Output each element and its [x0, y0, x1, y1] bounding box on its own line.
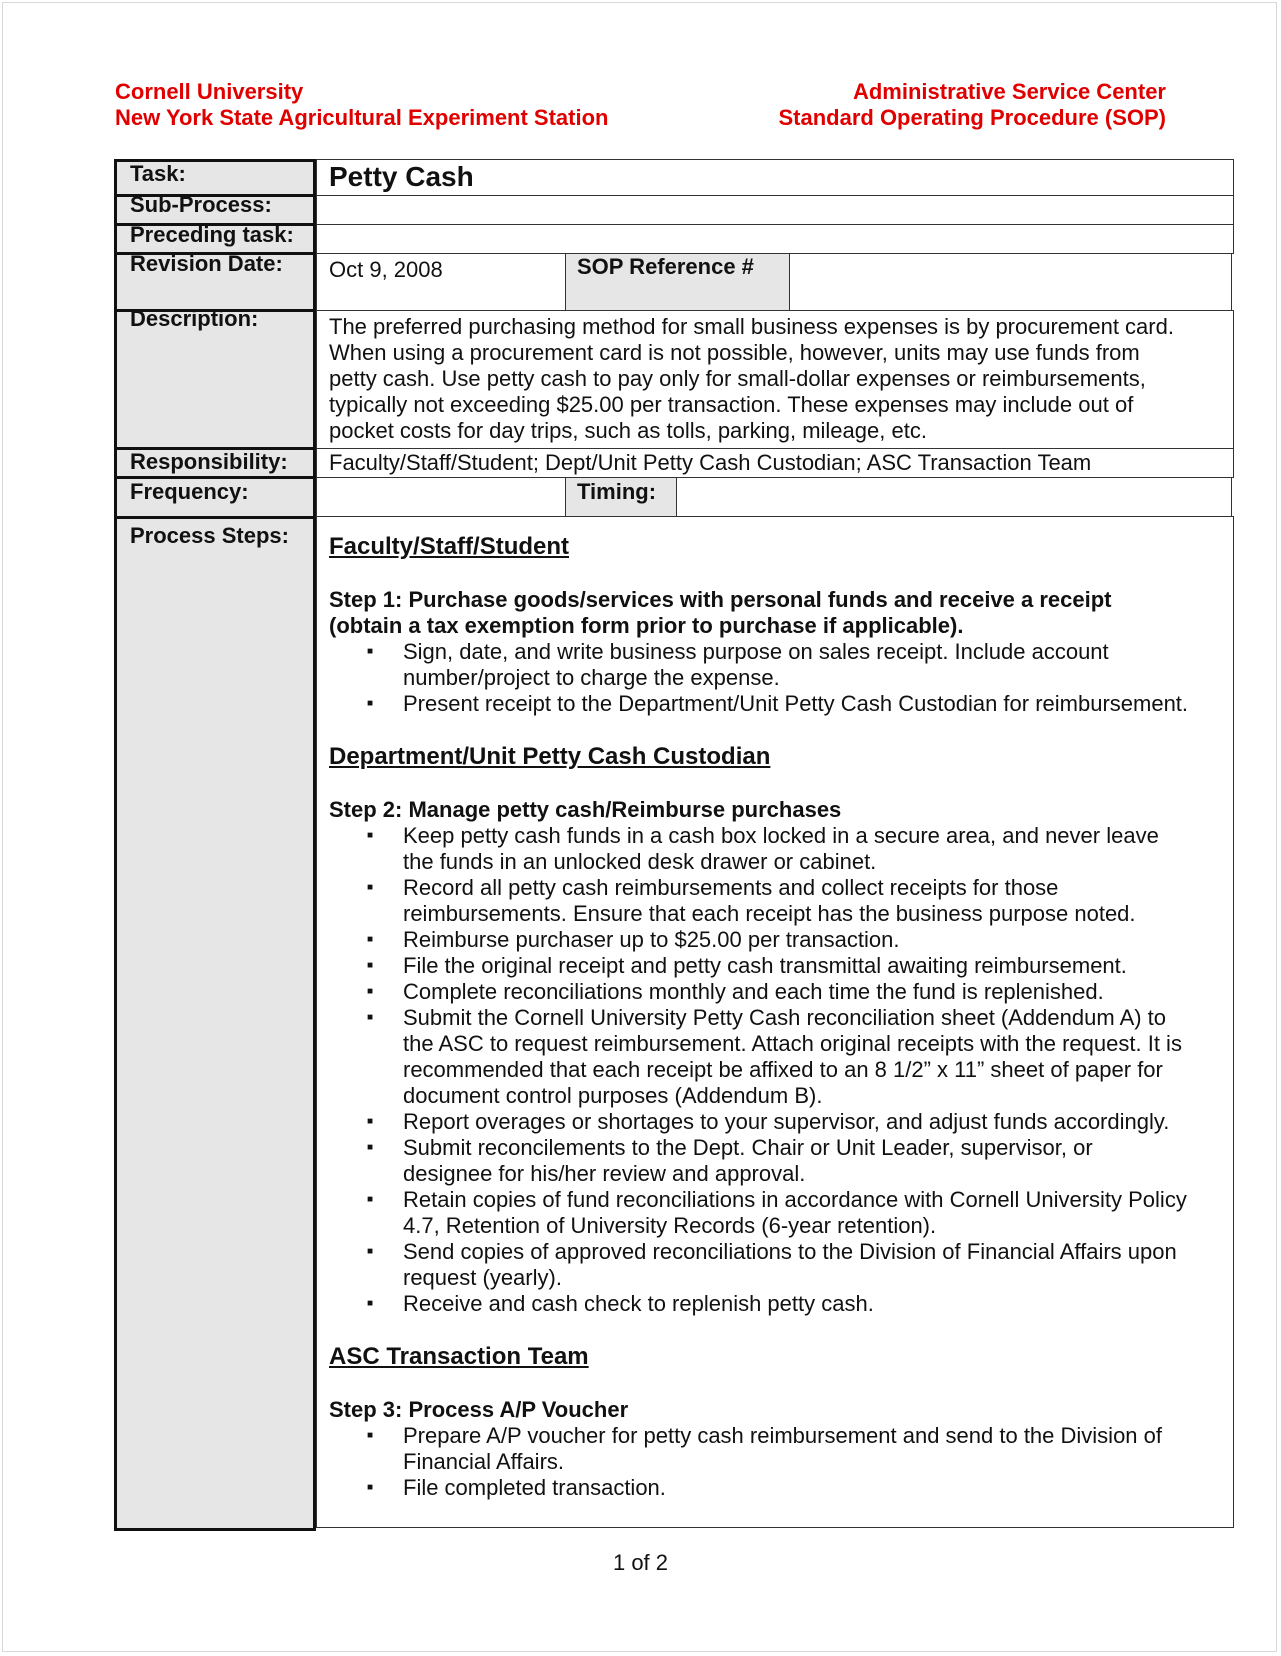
label-preceding-task: Preceding task:	[130, 222, 294, 247]
section-heading-asc: ASC Transaction Team	[329, 1343, 589, 1370]
label-task: Task:	[130, 161, 186, 186]
label-responsibility: Responsibility:	[130, 449, 288, 474]
list-item: ■ Keep petty cash funds in a cash box locked in a secure area, and never leave the funds in an unlocked desk drawer or cabinet.	[329, 823, 1219, 875]
document-type: Standard Operating Procedure (SOP)	[778, 105, 1166, 130]
description-value-cell	[316, 310, 1234, 449]
list-item: ■ Report overages or shortages to your supervisor, and adjust funds accordingly.	[329, 1109, 1219, 1135]
frequency-value-cell	[316, 477, 566, 517]
list-item: ■ Send copies of approved reconciliations to the Division of Financial Affairs upon request (yearly).	[329, 1239, 1219, 1291]
list-item: ■ Present receipt to the Department/Unit Petty Cash Custodian for reimbursement.	[329, 691, 1219, 717]
page-number: 1 of 2	[612, 1550, 669, 1575]
task-value-cell	[316, 159, 1234, 196]
station-name: New York State Agricultural Experiment Station	[115, 105, 609, 130]
step-1-subtitle: (obtain a tax exemption form prior to purchase if applicable).	[329, 613, 964, 638]
list-item: ■ Receive and cash check to replenish petty cash.	[329, 1291, 1219, 1317]
label-process-steps: Process Steps:	[130, 523, 289, 548]
preceding-task-value-cell	[316, 224, 1234, 254]
sub-process-value-cell	[316, 195, 1234, 225]
revision-date-value-cell	[316, 253, 566, 311]
timing-label: Timing:	[577, 479, 657, 504]
description-line: petty cash. Use petty cash to pay only for small-dollar expenses or reimbursements,	[329, 366, 1146, 391]
description-line: pocket costs for day trips, such as tolls, parking, mileage, etc.	[329, 418, 927, 443]
label-description: Description:	[130, 306, 259, 331]
responsibility-value-cell	[316, 448, 1234, 478]
timing-value-cell	[676, 477, 1232, 517]
header-left	[115, 79, 609, 131]
section-heading-custodian: Department/Unit Petty Cash Custodian	[329, 743, 771, 770]
timing-label-cell	[565, 477, 677, 517]
description-text	[329, 314, 1174, 444]
sop-table	[114, 159, 1234, 1531]
list-item: ■ Record all petty cash reimbursements and collect receipts for those reimbursements. Ensure that each receipt has the business purpose noted.	[329, 875, 1219, 927]
list-item: ■ Prepare A/P voucher for petty cash reimbursement and send to the Division of Financial Affairs.	[329, 1423, 1219, 1475]
process-steps-content	[329, 533, 1219, 1501]
header-right	[778, 79, 1166, 131]
sop-reference-value-cell	[789, 253, 1232, 311]
label-sub-process: Sub-Process:	[130, 192, 272, 217]
list-item: ■ Retain copies of fund reconciliations in accordance with Cornell University Policy 4.7, Retention of University Records (6-year retention).	[329, 1187, 1219, 1239]
process-steps-cell	[316, 516, 1234, 1528]
responsibility-value: Faculty/Staff/Student; Dept/Unit Petty Cash Custodian; ASC Transaction Team	[329, 450, 1092, 475]
task-title: Petty Cash	[329, 161, 474, 192]
list-item: ■ Submit reconcilements to the Dept. Chair or Unit Leader, supervisor, or designee for his/her review and approval.	[329, 1135, 1219, 1187]
list-item: ■ Sign, date, and write business purpose on sales receipt. Include account number/project to charge the expense.	[329, 639, 1219, 691]
list-item: ■ Reimburse purchaser up to $25.00 per transaction.	[329, 927, 1219, 953]
center-name: Administrative Service Center	[852, 79, 1166, 104]
description-line: When using a procurement card is not possible, however, units may use funds from	[329, 340, 1140, 365]
sop-reference-label-cell	[565, 253, 790, 311]
step-3-title: Step 3: Process A/P Voucher	[329, 1397, 629, 1422]
step-1-list	[329, 639, 1219, 717]
divider	[117, 516, 319, 519]
label-revision-date: Revision Date:	[130, 251, 283, 276]
label-column	[114, 159, 316, 1531]
list-item: ■ Submit the Cornell University Petty Cash reconciliation sheet (Addendum A) to the ASC to request reimbursement. Attach original receipts with the request. It is recommended that each receipt be affixed to an 8 1/2” x 11” sheet of paper for document control purposes (Addendum B).	[329, 1005, 1219, 1109]
step-2-title: Step 2: Manage petty cash/Reimburse purchases	[329, 797, 842, 822]
sop-reference-label: SOP Reference #	[577, 254, 754, 279]
step-1-title: Step 1: Purchase goods/services with personal funds and receive a receipt	[329, 587, 1112, 612]
list-item: ■ File completed transaction.	[329, 1475, 1219, 1501]
description-line: The preferred purchasing method for small business expenses is by procurement card.	[329, 314, 1174, 339]
university-name: Cornell University	[115, 79, 304, 104]
revision-date-value: Oct 9, 2008	[329, 257, 443, 282]
list-item: ■ Complete reconciliations monthly and each time the fund is replenished.	[329, 979, 1219, 1005]
step-3-list	[329, 1423, 1219, 1501]
description-line: typically not exceeding $25.00 per transaction. These expenses may include out of	[329, 392, 1134, 417]
list-item: ■ File the original receipt and petty cash transmittal awaiting reimbursement.	[329, 953, 1219, 979]
step-2-list	[329, 823, 1219, 1317]
label-frequency: Frequency:	[130, 479, 249, 504]
section-heading-faculty: Faculty/Staff/Student	[329, 533, 570, 560]
